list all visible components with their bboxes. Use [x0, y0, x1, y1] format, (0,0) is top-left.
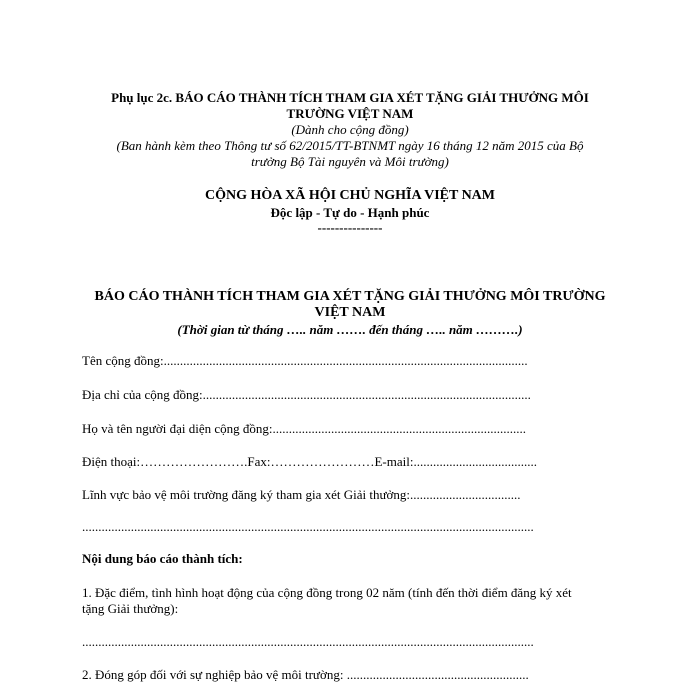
- for-community-note: (Dành cho cộng đồng): [291, 122, 409, 137]
- report-title-line1: BÁO CÁO THÀNH TÍCH THAM GIA XÉT TẶNG GIẢI THƯỞNG MÔI TRƯỜNG: [94, 289, 606, 304]
- item1-line2: tặng Giải thưởng):: [82, 601, 179, 616]
- appendix-title-line2: TRƯỜNG VIỆT NAM: [286, 106, 414, 121]
- motto-divider: ---------------: [317, 220, 383, 235]
- representative-field: Họ và tên người đại diện cộng đồng:..............................................................................: [82, 421, 526, 436]
- content-section-title: Nội dung báo cáo thành tích:: [82, 551, 243, 566]
- community-name-field: Tên cộng đồng:................................................................................................................: [82, 353, 528, 368]
- appendix-title-line1: Phụ lục 2c. BÁO CÁO THÀNH TÍCH THAM GIA XÉT TẶNG GIẢI THƯỞNG MÔI: [111, 90, 589, 105]
- item2: 2. Đóng góp đối với sự nghiệp bảo vệ môi trường: ........................................................: [82, 667, 529, 682]
- contact-field: Điện thoại:…………………….Fax:……………………E-mail:......................................: [82, 454, 537, 469]
- protection-field: Lĩnh vực bảo vệ môi trường đăng ký tham gia xét Giải thưởng:..................................: [82, 487, 521, 502]
- blank-dotted-line: ...........................................................................................................................................: [82, 519, 534, 534]
- issued-note-line1: (Ban hành kèm theo Thông tư số 62/2015/TT-BTNMT ngày 16 tháng 12 năm 2015 của Bộ: [116, 138, 584, 153]
- blank-dotted-line: ...........................................................................................................................................: [82, 634, 534, 649]
- issued-note-line2: trưởng Bộ Tài nguyên và Môi trường): [251, 154, 449, 169]
- item1-line1: 1. Đặc điểm, tình hình hoạt động của cộng đồng trong 02 năm (tính đến thời điểm đăng ký xét: [82, 585, 572, 600]
- report-title-line2: VIỆT NAM: [314, 305, 386, 320]
- national-motto: Độc lập - Tự do - Hạnh phúc: [270, 205, 430, 220]
- address-field: Địa chỉ của cộng đồng:.....................................................................................................: [82, 387, 531, 402]
- country-name: CỘNG HÒA XÃ HỘI CHỦ NGHĨA VIỆT NAM: [204, 188, 495, 203]
- report-period: (Thời gian từ tháng ….. năm ……. đến tháng ….. năm ……….): [177, 322, 523, 337]
